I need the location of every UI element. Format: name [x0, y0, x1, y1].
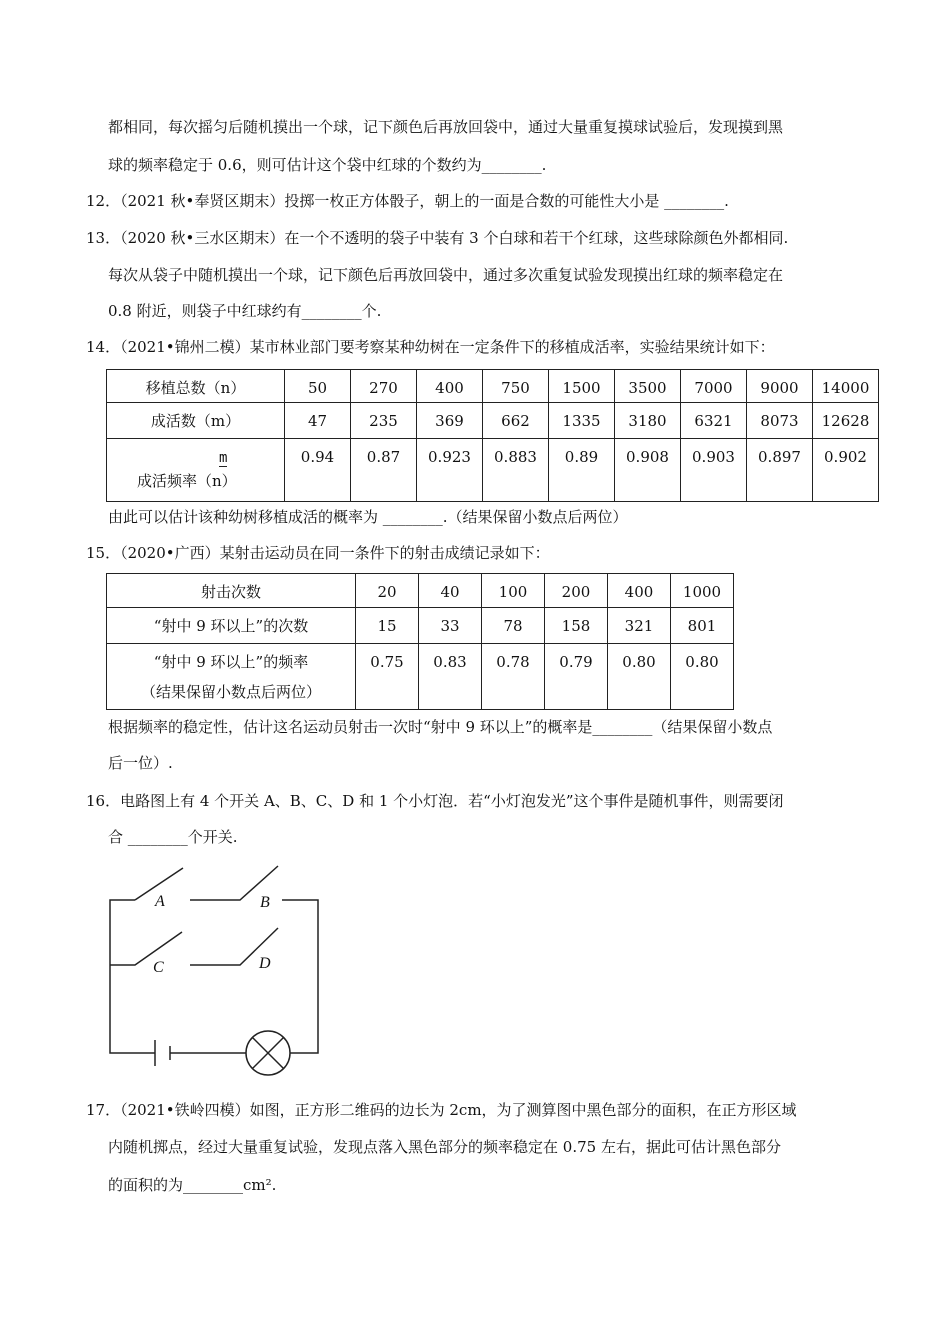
q16: [86, 791, 784, 811]
freq-label: 成活频率（n）: [137, 472, 237, 490]
q14-number: 14．: [86, 338, 121, 356]
table-cell: 0.908: [615, 439, 681, 502]
q15-line1: 根据频率的稳定性，估计这名运动员射击一次时“射中 9 环以上”的概率是________（结果保留小数点: [108, 718, 773, 736]
q15-number: 15．: [86, 544, 121, 562]
row-label: [107, 644, 356, 710]
table-cell: 6321: [681, 403, 747, 439]
table-row-freq: [107, 644, 734, 710]
table-cell: 158: [545, 608, 608, 644]
table-cell: 200: [545, 574, 608, 608]
freq-note: （结果保留小数点后两位）: [140, 683, 321, 701]
q12: [86, 191, 729, 211]
table-cell: 0.87: [351, 439, 417, 502]
switch-c-d: [110, 928, 318, 965]
q14: [86, 337, 775, 357]
table-cell: 235: [351, 403, 417, 439]
table-row-n: [107, 370, 879, 403]
table-cell: 801: [671, 608, 734, 644]
table-cell: 3500: [615, 370, 681, 403]
table-cell: 100: [482, 574, 545, 608]
q13: [86, 228, 788, 248]
battery-icon: [155, 1040, 170, 1066]
lamp-icon: [246, 1031, 290, 1075]
table-cell: 15: [356, 608, 419, 644]
table-row-shots: [107, 574, 734, 608]
table-row-freq: [107, 439, 879, 502]
fraction: [219, 450, 227, 467]
table-cell: 1000: [671, 574, 734, 608]
row-label: “射中 9 环以上”的次数: [107, 608, 356, 644]
q17: [86, 1100, 797, 1120]
q16-number: 16．: [86, 792, 121, 810]
q17-line3: 的面积的为________cm².: [108, 1176, 277, 1194]
row-label: 射击次数: [107, 574, 356, 608]
q13-line2: 每次从袋子中随机摸出一个球，记下颜色后再放回袋中，通过多次重复试验发现摸出红球的频率稳定在: [108, 266, 784, 284]
table-cell: 1335: [549, 403, 615, 439]
switch-a-b: [135, 866, 278, 900]
table-cell: 0.78: [482, 644, 545, 710]
q13-number: 13．: [86, 229, 121, 247]
q14-note: 由此可以估计该种幼树移植成活的概率为 ________.（结果保留小数点后两位）: [108, 508, 628, 526]
switch-label-d: D: [259, 955, 271, 972]
table-cell: 12628: [813, 403, 879, 439]
fraction-numerator: [137, 445, 282, 469]
table-cell: 0.94: [285, 439, 351, 502]
table-cell: 750: [483, 370, 549, 403]
q15: [86, 543, 550, 563]
shooting-table: [106, 573, 734, 710]
row-label: 成活数（m）: [107, 403, 285, 439]
table-cell: 0.902: [813, 439, 879, 502]
row-label: [107, 439, 285, 502]
fraction-m: m: [219, 450, 228, 466]
switch-label-b: B: [260, 894, 270, 911]
q12-number: 12．: [86, 192, 121, 210]
freq-label: “射中 9 环以上”的频率: [153, 653, 309, 671]
table-cell: 662: [483, 403, 549, 439]
table-cell: 40: [419, 574, 482, 608]
q15-text: （2020•广西）某射击运动员在同一条件下的射击成绩记录如下：: [120, 544, 550, 562]
table-cell: 0.923: [417, 439, 483, 502]
table-row-hits: [107, 608, 734, 644]
table-cell: 3180: [615, 403, 681, 439]
q12-text: （2021 秋•奉贤区期末）投掷一枚正方体骰子，朝上的一面是合数的可能性大小是 ________.: [120, 192, 729, 210]
table-cell: 33: [419, 608, 482, 644]
q16-line1: 电路图上有 4 个开关 A、B、C、D 和 1 个小灯泡．若“小灯泡发光”这个事件是随机事件，则需要闭: [120, 792, 784, 810]
table-cell: 14000: [813, 370, 879, 403]
table-cell: 0.80: [671, 644, 734, 710]
table-cell: 0.89: [549, 439, 615, 502]
table-cell: 9000: [747, 370, 813, 403]
table-cell: 0.80: [608, 644, 671, 710]
switch-label-a: A: [155, 893, 165, 910]
table-cell: 270: [351, 370, 417, 403]
table-row-m: [107, 403, 879, 439]
q16-line2: 合 ________个开关.: [108, 828, 238, 846]
q17-line1: （2021•铁岭四模）如图，正方形二维码的边长为 2cm，为了测算图中黑色部分的面积，在正方形区域: [120, 1101, 797, 1119]
switch-label-c: C: [153, 959, 164, 976]
table-cell: 0.897: [747, 439, 813, 502]
row-label: 移植总数（n）: [107, 370, 285, 403]
q13-line1: （2020 秋•三水区期末）在一个不透明的袋子中装有 3 个白球和若干个红球，这些球除颜色外都相同.: [120, 229, 789, 247]
table-cell: 8073: [747, 403, 813, 439]
table-cell: 0.75: [356, 644, 419, 710]
table-cell: 0.903: [681, 439, 747, 502]
seedling-table: [106, 369, 879, 502]
q11-line2: 球的频率稳定于 0.6，则可估计这个袋中红球的个数约为________.: [108, 156, 547, 174]
q15-line2: 后一位）.: [108, 754, 173, 772]
circuit-wire: [110, 900, 318, 1053]
q11-line1: 都相同，每次摇匀后随机摸出一个球，记下颜色后再放回袋中，通过大量重复摸球试验后，发现摸到黑: [108, 118, 784, 136]
table-cell: 50: [285, 370, 351, 403]
table-cell: 47: [285, 403, 351, 439]
q13-line3: 0.8 附近，则袋子中红球约有________个.: [108, 302, 382, 320]
q14-text: （2021•锦州二模）某市林业部门要考察某种幼树在一定条件下的移植成活率，实验结果统计如下：: [120, 338, 775, 356]
table-cell: 0.79: [545, 644, 608, 710]
table-cell: 7000: [681, 370, 747, 403]
table-cell: 0.883: [483, 439, 549, 502]
table-cell: 321: [608, 608, 671, 644]
table-cell: 1500: [549, 370, 615, 403]
table-cell: 369: [417, 403, 483, 439]
table-cell: 78: [482, 608, 545, 644]
table-cell: 400: [417, 370, 483, 403]
table-cell: 400: [608, 574, 671, 608]
table-cell: 20: [356, 574, 419, 608]
q17-line2: 内随机掷点，经过大量重复试验，发现点落入黑色部分的频率稳定在 0.75 左右，据此可估计黑色部分: [108, 1138, 781, 1156]
q17-number: 17．: [86, 1101, 121, 1119]
table-cell: 0.83: [419, 644, 482, 710]
